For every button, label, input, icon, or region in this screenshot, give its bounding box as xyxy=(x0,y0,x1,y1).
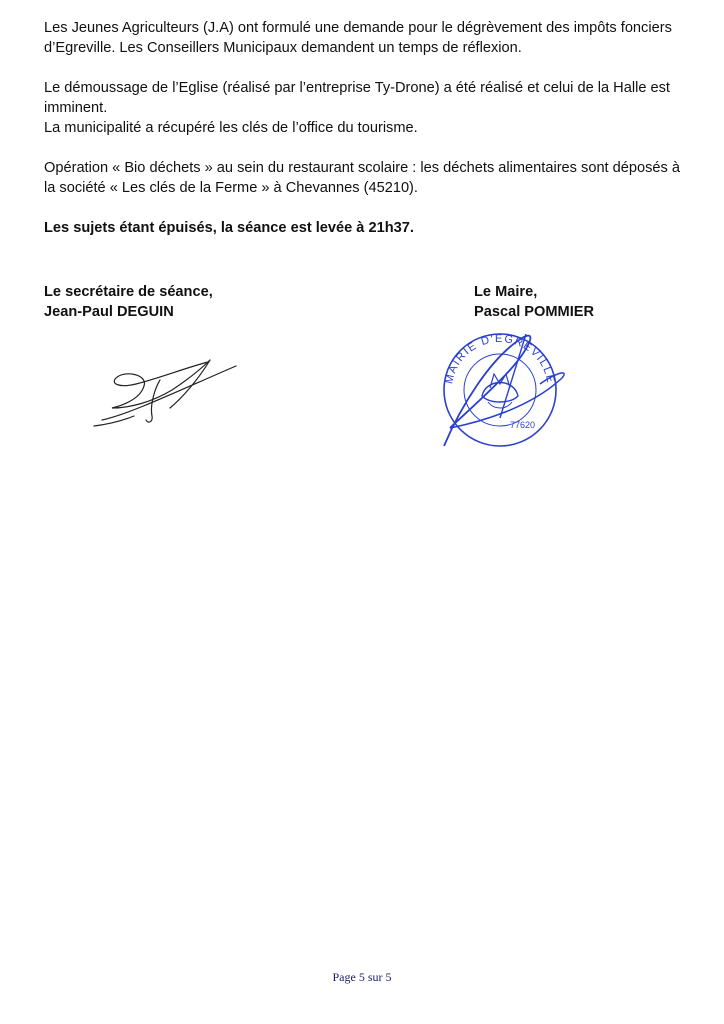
paragraph-ja-request xyxy=(44,18,684,58)
secretary-block xyxy=(44,282,213,322)
secretary-role: Le secrétaire de séance, xyxy=(44,284,213,300)
secretary-name: Jean-Paul DEGUIN xyxy=(44,304,174,320)
mayor-role: Le Maire, xyxy=(474,284,538,300)
mayor-block xyxy=(474,282,594,322)
paragraph-demoussage xyxy=(44,78,684,138)
text-line: imminent. xyxy=(44,100,108,116)
secretary-signature xyxy=(90,350,250,440)
text-line: Le démoussage de l’Eglise (réalisé par l’entreprise Ty-Drone) a été réalisé et celui de la Halle est xyxy=(44,80,670,96)
page-number-footer: Page 5 sur 5 xyxy=(332,970,392,984)
stamp-postcode: 77620 xyxy=(510,420,536,430)
closing-statement: Les sujets étant épuisés, la séance est levée à 21h37. xyxy=(44,220,414,236)
text-line: Les Jeunes Agriculteurs (J.A) ont formulé une demande pour le dégrèvement des impôts fonciers xyxy=(44,20,672,36)
text-line: la société « Les clés de la Ferme » à Chevannes (45210). xyxy=(44,180,418,196)
text-line: d’Egreville. Les Conseillers Municipaux demandent un temps de réflexion. xyxy=(44,40,522,56)
town-hall-stamp xyxy=(430,318,570,458)
stamp-label: MAIRIE D'EGREVILLE xyxy=(443,332,557,386)
mayor-name: Pascal POMMIER xyxy=(474,304,595,320)
text-line: La municipalité a récupéré les clés de l’office du tourisme. xyxy=(44,120,418,136)
text-line: Opération « Bio déchets » au sein du restaurant scolaire : les déchets alimentaires sont déposés à xyxy=(44,160,681,176)
paragraph-bio-dechets xyxy=(44,158,684,198)
